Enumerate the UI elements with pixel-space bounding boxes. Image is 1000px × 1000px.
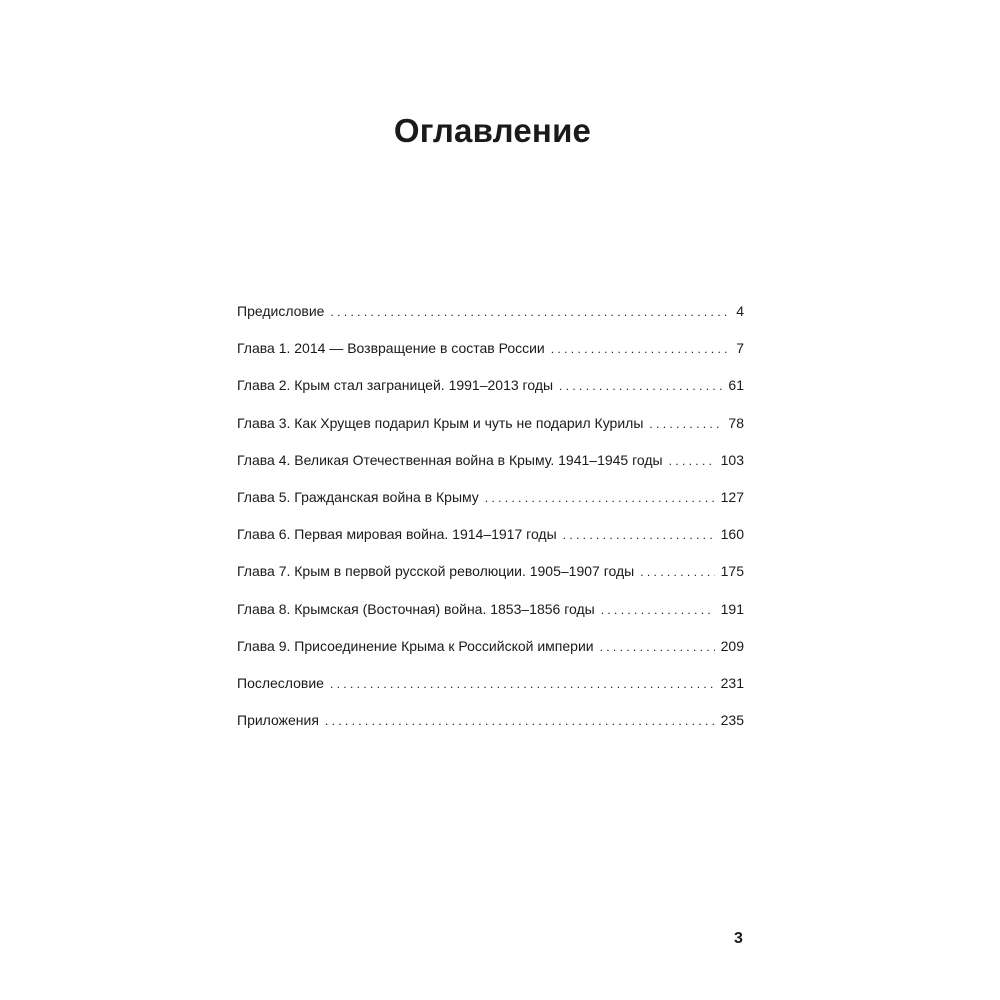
dot-leader <box>325 708 715 734</box>
dot-leader <box>551 336 730 362</box>
toc-entry-title: Глава 8. Крымская (Восточная) война. 1853–1856 годы <box>237 600 595 617</box>
table-of-contents <box>237 298 744 744</box>
dot-leader <box>640 559 714 585</box>
toc-entry-page: 209 <box>720 637 744 654</box>
toc-entry-title: Глава 7. Крым в первой русской революции. 1905–1907 годы <box>237 563 635 580</box>
toc-entry-chapter-6[interactable] <box>237 521 744 558</box>
toc-entry-page: 61 <box>728 377 744 394</box>
toc-entry-title: Глава 4. Великая Отечественная война в Крыму. 1941–1945 годы <box>237 451 663 468</box>
toc-entry-chapter-4[interactable] <box>237 447 744 484</box>
toc-entry-chapter-9[interactable] <box>237 633 744 670</box>
toc-entry-chapter-8[interactable] <box>237 596 744 633</box>
toc-entry-title: Предисловие <box>237 303 325 319</box>
toc-entry-title: Послесловие <box>237 674 324 691</box>
toc-entry-title: Глава 9. Присоединение Крыма к Российской империи <box>237 637 594 654</box>
toc-entry-page: 78 <box>728 414 744 431</box>
toc-entry-title: Глава 2. Крым стал заграницей. 1991–2013 годы <box>237 377 554 394</box>
dot-leader <box>330 299 730 325</box>
toc-entry-title: Глава 1. 2014 — Возвращение в состав России <box>237 340 545 357</box>
page-title: Оглавление <box>393 112 592 149</box>
page-number: 3 <box>734 930 743 947</box>
toc-entry-chapter-3[interactable] <box>237 410 744 447</box>
toc-entry-page: 231 <box>720 674 744 691</box>
toc-entry-chapter-1[interactable] <box>237 335 744 372</box>
toc-entry-appendices[interactable] <box>237 707 744 744</box>
dot-leader <box>601 597 715 623</box>
dot-leader <box>559 373 722 399</box>
toc-entry-preface[interactable] <box>237 298 744 335</box>
dot-leader <box>649 411 722 437</box>
toc-entry-page: 175 <box>720 563 744 580</box>
toc-entry-page: 7 <box>736 340 744 357</box>
toc-entry-title: Глава 5. Гражданская война в Крыму <box>237 488 479 505</box>
dot-leader <box>485 485 715 511</box>
toc-entry-page: 160 <box>720 526 744 543</box>
toc-entry-page: 127 <box>720 488 744 505</box>
toc-entry-chapter-7[interactable] <box>237 558 744 595</box>
dot-leader <box>330 671 715 697</box>
toc-entry-page: 4 <box>736 303 744 319</box>
toc-entry-title: Глава 6. Первая мировая война. 1914–1917 годы <box>237 526 557 543</box>
toc-entry-afterword[interactable] <box>237 670 744 707</box>
toc-entry-title: Приложения <box>237 712 319 729</box>
dot-leader <box>669 448 715 474</box>
toc-entry-page: 103 <box>720 451 744 468</box>
toc-entry-page: 235 <box>720 712 744 729</box>
toc-entry-title: Глава 3. Как Хрущев подарил Крым и чуть не подарил Курилы <box>237 414 644 431</box>
dot-leader <box>600 634 715 660</box>
dot-leader <box>563 522 715 548</box>
toc-entry-page: 191 <box>720 600 744 617</box>
toc-entry-chapter-2[interactable] <box>237 372 744 409</box>
toc-entry-chapter-5[interactable] <box>237 484 744 521</box>
